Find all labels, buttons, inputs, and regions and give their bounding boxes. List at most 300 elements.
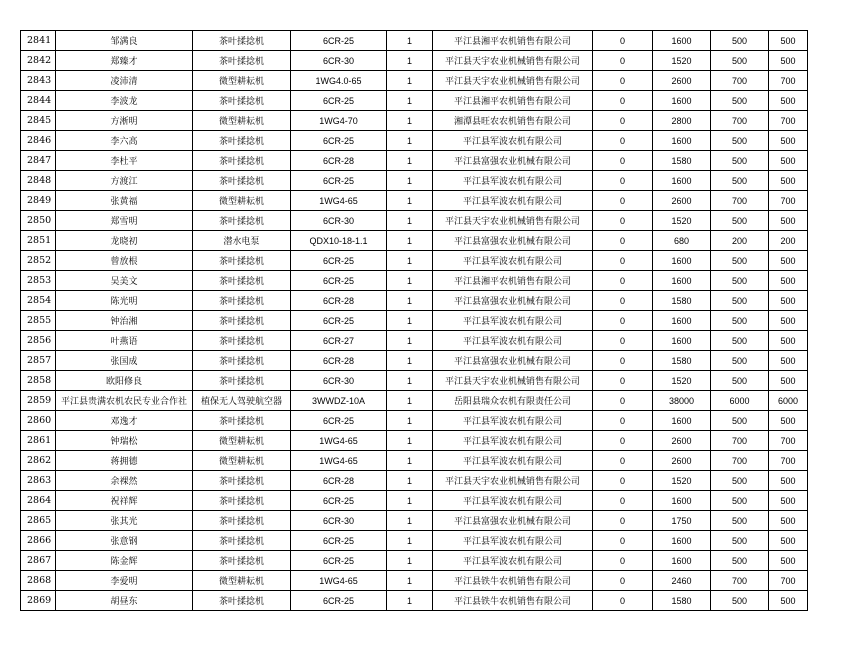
zero-cell: 0 — [593, 71, 653, 91]
price-cell: 2600 — [653, 431, 711, 451]
row-number-cell: 2865 — [21, 511, 56, 531]
quantity-cell: 1 — [387, 591, 433, 611]
subsidy-cell: 500 — [711, 171, 769, 191]
zero-cell: 0 — [593, 471, 653, 491]
zero-cell: 0 — [593, 571, 653, 591]
buyer-name-cell: 龙晓初 — [56, 231, 193, 251]
table-row — [21, 551, 808, 571]
seller-cell: 平江县天宇农业机械销售有限公司 — [433, 51, 593, 71]
price-cell: 1600 — [653, 311, 711, 331]
row-number-cell: 2841 — [21, 31, 56, 51]
seller-cell: 平江县富强农业机械有限公司 — [433, 291, 593, 311]
price-cell: 1600 — [653, 331, 711, 351]
machine-type-cell: 茶叶揉捻机 — [193, 491, 291, 511]
price-cell: 1600 — [653, 551, 711, 571]
quantity-cell: 1 — [387, 31, 433, 51]
machine-type-cell: 茶叶揉捻机 — [193, 511, 291, 531]
machine-type-cell: 茶叶揉捻机 — [193, 31, 291, 51]
zero-cell: 0 — [593, 211, 653, 231]
subsidy-total-cell: 200 — [769, 231, 808, 251]
seller-cell: 平江县天宇农业机械销售有限公司 — [433, 371, 593, 391]
buyer-name-cell: 叶燕语 — [56, 331, 193, 351]
table-row — [21, 151, 808, 171]
seller-cell: 平江县军波农机有限公司 — [433, 411, 593, 431]
row-number-cell: 2866 — [21, 531, 56, 551]
row-number-cell: 2864 — [21, 491, 56, 511]
zero-cell: 0 — [593, 191, 653, 211]
table-row — [21, 91, 808, 111]
quantity-cell: 1 — [387, 551, 433, 571]
quantity-cell: 1 — [387, 211, 433, 231]
table-row — [21, 271, 808, 291]
subsidy-cell: 700 — [711, 71, 769, 91]
model-cell: 6CR-28 — [291, 471, 387, 491]
price-cell: 1600 — [653, 271, 711, 291]
model-cell: 6CR-25 — [291, 551, 387, 571]
subsidy-cell: 500 — [711, 331, 769, 351]
row-number-cell: 2853 — [21, 271, 56, 291]
subsidy-total-cell: 500 — [769, 251, 808, 271]
row-number-cell: 2859 — [21, 391, 56, 411]
buyer-name-cell: 钟瑞松 — [56, 431, 193, 451]
table-row — [21, 31, 808, 51]
quantity-cell: 1 — [387, 451, 433, 471]
machine-type-cell: 微型耕耘机 — [193, 571, 291, 591]
buyer-name-cell: 郑臻才 — [56, 51, 193, 71]
machine-type-cell: 茶叶揉捻机 — [193, 311, 291, 331]
seller-cell: 平江县天宇农业机械销售有限公司 — [433, 211, 593, 231]
seller-cell: 平江县军波农机有限公司 — [433, 251, 593, 271]
buyer-name-cell: 余裸然 — [56, 471, 193, 491]
quantity-cell: 1 — [387, 171, 433, 191]
machine-type-cell: 茶叶揉捻机 — [193, 371, 291, 391]
row-number-cell: 2852 — [21, 251, 56, 271]
price-cell: 2600 — [653, 451, 711, 471]
subsidy-total-cell: 500 — [769, 271, 808, 291]
row-number-cell: 2858 — [21, 371, 56, 391]
subsidy-cell: 700 — [711, 111, 769, 131]
model-cell: 6CR-25 — [291, 531, 387, 551]
zero-cell: 0 — [593, 591, 653, 611]
price-cell: 2600 — [653, 71, 711, 91]
subsidy-total-cell: 500 — [769, 371, 808, 391]
table-row — [21, 171, 808, 191]
buyer-name-cell: 胡昼东 — [56, 591, 193, 611]
subsidy-cell: 500 — [711, 51, 769, 71]
machine-type-cell: 茶叶揉捻机 — [193, 411, 291, 431]
model-cell: 6CR-25 — [291, 591, 387, 611]
subsidy-total-cell: 500 — [769, 31, 808, 51]
price-cell: 1580 — [653, 291, 711, 311]
price-cell: 1600 — [653, 91, 711, 111]
table-row — [21, 391, 808, 411]
zero-cell: 0 — [593, 111, 653, 131]
zero-cell: 0 — [593, 231, 653, 251]
subsidy-cell: 500 — [711, 371, 769, 391]
table-row — [21, 371, 808, 391]
subsidy-total-cell: 500 — [769, 91, 808, 111]
table-row — [21, 491, 808, 511]
subsidy-cell: 500 — [711, 411, 769, 431]
buyer-name-cell: 李爱明 — [56, 571, 193, 591]
model-cell: 6CR-28 — [291, 351, 387, 371]
subsidy-total-cell: 500 — [769, 151, 808, 171]
machine-type-cell: 植保无人驾驶航空器 — [193, 391, 291, 411]
price-cell: 1580 — [653, 591, 711, 611]
zero-cell: 0 — [593, 171, 653, 191]
subsidy-cell: 700 — [711, 451, 769, 471]
quantity-cell: 1 — [387, 271, 433, 291]
row-number-cell: 2846 — [21, 131, 56, 151]
price-cell: 2800 — [653, 111, 711, 131]
quantity-cell: 1 — [387, 491, 433, 511]
zero-cell: 0 — [593, 391, 653, 411]
model-cell: 6CR-28 — [291, 291, 387, 311]
buyer-name-cell: 张国成 — [56, 351, 193, 371]
row-number-cell: 2842 — [21, 51, 56, 71]
zero-cell: 0 — [593, 491, 653, 511]
machine-type-cell: 微型耕耘机 — [193, 431, 291, 451]
price-cell: 1520 — [653, 51, 711, 71]
seller-cell: 平江县富强农业机械有限公司 — [433, 351, 593, 371]
price-cell: 1580 — [653, 351, 711, 371]
table-row — [21, 291, 808, 311]
seller-cell: 平江县湘平农机销售有限公司 — [433, 31, 593, 51]
buyer-name-cell: 方淅明 — [56, 111, 193, 131]
subsidy-cell: 500 — [711, 491, 769, 511]
buyer-name-cell: 张其光 — [56, 511, 193, 531]
model-cell: QDX10-18-1.1 — [291, 231, 387, 251]
subsidy-total-cell: 500 — [769, 531, 808, 551]
model-cell: 6CR-28 — [291, 151, 387, 171]
subsidy-cell: 200 — [711, 231, 769, 251]
price-cell: 1520 — [653, 211, 711, 231]
price-cell: 1520 — [653, 371, 711, 391]
subsidy-total-cell: 500 — [769, 331, 808, 351]
machine-type-cell: 潜水电泵 — [193, 231, 291, 251]
zero-cell: 0 — [593, 511, 653, 531]
buyer-name-cell: 李波龙 — [56, 91, 193, 111]
buyer-name-cell: 曾放根 — [56, 251, 193, 271]
row-number-cell: 2867 — [21, 551, 56, 571]
seller-cell: 平江县富强农业机械有限公司 — [433, 231, 593, 251]
seller-cell: 平江县军波农机有限公司 — [433, 451, 593, 471]
machine-type-cell: 茶叶揉捻机 — [193, 91, 291, 111]
table-row — [21, 71, 808, 91]
price-cell: 1750 — [653, 511, 711, 531]
machine-type-cell: 茶叶揉捻机 — [193, 271, 291, 291]
quantity-cell: 1 — [387, 371, 433, 391]
machine-type-cell: 茶叶揉捻机 — [193, 151, 291, 171]
subsidy-cell: 700 — [711, 571, 769, 591]
subsidy-table — [20, 30, 808, 611]
machine-type-cell: 茶叶揉捻机 — [193, 331, 291, 351]
machine-type-cell: 茶叶揉捻机 — [193, 171, 291, 191]
row-number-cell: 2863 — [21, 471, 56, 491]
zero-cell: 0 — [593, 411, 653, 431]
model-cell: 6CR-25 — [291, 31, 387, 51]
table-row — [21, 511, 808, 531]
subsidy-total-cell: 500 — [769, 471, 808, 491]
buyer-name-cell: 邹满良 — [56, 31, 193, 51]
subsidy-cell: 500 — [711, 311, 769, 331]
subsidy-total-cell: 700 — [769, 571, 808, 591]
buyer-name-cell: 李杜平 — [56, 151, 193, 171]
model-cell: 6CR-30 — [291, 51, 387, 71]
machine-type-cell: 茶叶揉捻机 — [193, 551, 291, 571]
subsidy-cell: 500 — [711, 91, 769, 111]
buyer-name-cell: 陈金辉 — [56, 551, 193, 571]
table-row — [21, 571, 808, 591]
table-row — [21, 51, 808, 71]
model-cell: 1WG4-65 — [291, 191, 387, 211]
subsidy-total-cell: 500 — [769, 171, 808, 191]
machine-type-cell: 茶叶揉捻机 — [193, 531, 291, 551]
machine-type-cell: 茶叶揉捻机 — [193, 131, 291, 151]
subsidy-total-cell: 500 — [769, 551, 808, 571]
seller-cell: 平江县铁牛农机销售有限公司 — [433, 591, 593, 611]
model-cell: 6CR-25 — [291, 91, 387, 111]
quantity-cell: 1 — [387, 311, 433, 331]
subsidy-cell: 500 — [711, 531, 769, 551]
seller-cell: 平江县天宇农业机械销售有限公司 — [433, 71, 593, 91]
price-cell: 1600 — [653, 411, 711, 431]
seller-cell: 平江县军波农机有限公司 — [433, 491, 593, 511]
seller-cell: 平江县军波农机有限公司 — [433, 191, 593, 211]
machine-type-cell: 茶叶揉捻机 — [193, 211, 291, 231]
subsidy-cell: 500 — [711, 351, 769, 371]
quantity-cell: 1 — [387, 91, 433, 111]
subsidy-cell: 500 — [711, 511, 769, 531]
row-number-cell: 2843 — [21, 71, 56, 91]
model-cell: 6CR-27 — [291, 331, 387, 351]
table-row — [21, 471, 808, 491]
quantity-cell: 1 — [387, 51, 433, 71]
seller-cell: 平江县军波农机有限公司 — [433, 431, 593, 451]
subsidy-cell: 500 — [711, 131, 769, 151]
table-row — [21, 451, 808, 471]
model-cell: 6CR-25 — [291, 491, 387, 511]
price-cell: 1520 — [653, 471, 711, 491]
price-cell: 1580 — [653, 151, 711, 171]
buyer-name-cell: 方渡江 — [56, 171, 193, 191]
subsidy-total-cell: 500 — [769, 311, 808, 331]
quantity-cell: 1 — [387, 511, 433, 531]
buyer-name-cell: 李六高 — [56, 131, 193, 151]
machine-type-cell: 茶叶揉捻机 — [193, 471, 291, 491]
quantity-cell: 1 — [387, 251, 433, 271]
row-number-cell: 2848 — [21, 171, 56, 191]
quantity-cell: 1 — [387, 151, 433, 171]
seller-cell: 平江县军波农机有限公司 — [433, 551, 593, 571]
zero-cell: 0 — [593, 251, 653, 271]
seller-cell: 平江县军波农机有限公司 — [433, 311, 593, 331]
machine-type-cell: 茶叶揉捻机 — [193, 251, 291, 271]
zero-cell: 0 — [593, 131, 653, 151]
subsidy-total-cell: 700 — [769, 111, 808, 131]
quantity-cell: 1 — [387, 351, 433, 371]
subsidy-cell: 500 — [711, 31, 769, 51]
subsidy-cell: 500 — [711, 271, 769, 291]
buyer-name-cell: 钟治湘 — [56, 311, 193, 331]
subsidy-total-cell: 700 — [769, 431, 808, 451]
quantity-cell: 1 — [387, 431, 433, 451]
machine-type-cell: 微型耕耘机 — [193, 191, 291, 211]
quantity-cell: 1 — [387, 191, 433, 211]
zero-cell: 0 — [593, 291, 653, 311]
model-cell: 1WG4-65 — [291, 431, 387, 451]
seller-cell: 平江县军波农机有限公司 — [433, 131, 593, 151]
subsidy-total-cell: 500 — [769, 211, 808, 231]
model-cell: 6CR-25 — [291, 251, 387, 271]
seller-cell: 平江县铁牛农机销售有限公司 — [433, 571, 593, 591]
subsidy-cell: 500 — [711, 471, 769, 491]
subsidy-total-cell: 700 — [769, 191, 808, 211]
buyer-name-cell: 蒋拥德 — [56, 451, 193, 471]
zero-cell: 0 — [593, 331, 653, 351]
seller-cell: 平江县富强农业机械有限公司 — [433, 511, 593, 531]
subsidy-total-cell: 500 — [769, 51, 808, 71]
zero-cell: 0 — [593, 271, 653, 291]
quantity-cell: 1 — [387, 291, 433, 311]
subsidy-total-cell: 500 — [769, 591, 808, 611]
machine-type-cell: 微型耕耘机 — [193, 111, 291, 131]
zero-cell: 0 — [593, 31, 653, 51]
row-number-cell: 2851 — [21, 231, 56, 251]
price-cell: 2600 — [653, 191, 711, 211]
zero-cell: 0 — [593, 351, 653, 371]
row-number-cell: 2861 — [21, 431, 56, 451]
subsidy-cell: 700 — [711, 191, 769, 211]
row-number-cell: 2855 — [21, 311, 56, 331]
table-row — [21, 431, 808, 451]
row-number-cell: 2844 — [21, 91, 56, 111]
subsidy-total-cell: 500 — [769, 131, 808, 151]
model-cell: 1WG4-65 — [291, 451, 387, 471]
table-row — [21, 331, 808, 351]
seller-cell: 平江县军波农机有限公司 — [433, 331, 593, 351]
row-number-cell: 2857 — [21, 351, 56, 371]
buyer-name-cell: 平江县贵满农机农民专业合作社 — [56, 391, 193, 411]
subsidy-total-cell: 500 — [769, 511, 808, 531]
price-cell: 38000 — [653, 391, 711, 411]
row-number-cell: 2862 — [21, 451, 56, 471]
model-cell: 6CR-25 — [291, 271, 387, 291]
price-cell: 1600 — [653, 171, 711, 191]
price-cell: 1600 — [653, 31, 711, 51]
table-row — [21, 351, 808, 371]
subsidy-total-cell: 500 — [769, 351, 808, 371]
price-cell: 1600 — [653, 531, 711, 551]
zero-cell: 0 — [593, 531, 653, 551]
quantity-cell: 1 — [387, 131, 433, 151]
model-cell: 6CR-25 — [291, 311, 387, 331]
quantity-cell: 1 — [387, 71, 433, 91]
subsidy-total-cell: 500 — [769, 291, 808, 311]
machine-type-cell: 微型耕耘机 — [193, 451, 291, 471]
buyer-name-cell: 欧阳修良 — [56, 371, 193, 391]
model-cell: 6CR-30 — [291, 371, 387, 391]
buyer-name-cell: 张黄福 — [56, 191, 193, 211]
subsidy-cell: 500 — [711, 211, 769, 231]
model-cell: 1WG4-70 — [291, 111, 387, 131]
price-cell: 2460 — [653, 571, 711, 591]
row-number-cell: 2856 — [21, 331, 56, 351]
subsidy-cell: 500 — [711, 551, 769, 571]
zero-cell: 0 — [593, 51, 653, 71]
seller-cell: 湘潭县旺农农机销售有限公司 — [433, 111, 593, 131]
table-row — [21, 311, 808, 331]
row-number-cell: 2854 — [21, 291, 56, 311]
price-cell: 1600 — [653, 131, 711, 151]
row-number-cell: 2845 — [21, 111, 56, 131]
buyer-name-cell: 祝祥辉 — [56, 491, 193, 511]
model-cell: 6CR-25 — [291, 411, 387, 431]
table-row — [21, 251, 808, 271]
subsidy-cell: 700 — [711, 431, 769, 451]
price-cell: 680 — [653, 231, 711, 251]
subsidy-total-cell: 700 — [769, 451, 808, 471]
machine-type-cell: 微型耕耘机 — [193, 71, 291, 91]
buyer-name-cell: 郑雪明 — [56, 211, 193, 231]
quantity-cell: 1 — [387, 111, 433, 131]
row-number-cell: 2868 — [21, 571, 56, 591]
seller-cell: 平江县军波农机有限公司 — [433, 171, 593, 191]
table-row — [21, 191, 808, 211]
quantity-cell: 1 — [387, 411, 433, 431]
subsidy-cell: 6000 — [711, 391, 769, 411]
quantity-cell: 1 — [387, 471, 433, 491]
price-cell: 1600 — [653, 251, 711, 271]
row-number-cell: 2850 — [21, 211, 56, 231]
table-row — [21, 531, 808, 551]
machine-type-cell: 茶叶揉捻机 — [193, 591, 291, 611]
model-cell: 6CR-30 — [291, 211, 387, 231]
zero-cell: 0 — [593, 91, 653, 111]
subsidy-total-cell: 500 — [769, 411, 808, 431]
table-row — [21, 131, 808, 151]
row-number-cell: 2847 — [21, 151, 56, 171]
subsidy-total-cell: 500 — [769, 491, 808, 511]
quantity-cell: 1 — [387, 531, 433, 551]
model-cell: 6CR-30 — [291, 511, 387, 531]
subsidy-total-cell: 700 — [769, 71, 808, 91]
model-cell: 3WWDZ-10A — [291, 391, 387, 411]
zero-cell: 0 — [593, 551, 653, 571]
table-body — [21, 31, 808, 611]
zero-cell: 0 — [593, 451, 653, 471]
row-number-cell: 2869 — [21, 591, 56, 611]
row-number-cell: 2860 — [21, 411, 56, 431]
subsidy-cell: 500 — [711, 291, 769, 311]
table-row — [21, 111, 808, 131]
zero-cell: 0 — [593, 371, 653, 391]
seller-cell: 平江县湘平农机销售有限公司 — [433, 271, 593, 291]
subsidy-total-cell: 6000 — [769, 391, 808, 411]
seller-cell: 平江县湘平农机销售有限公司 — [433, 91, 593, 111]
table-row — [21, 211, 808, 231]
seller-cell: 平江县富强农业机械有限公司 — [433, 151, 593, 171]
seller-cell: 平江县军波农机有限公司 — [433, 531, 593, 551]
zero-cell: 0 — [593, 151, 653, 171]
table-row — [21, 231, 808, 251]
machine-type-cell: 茶叶揉捻机 — [193, 291, 291, 311]
quantity-cell: 1 — [387, 391, 433, 411]
machine-type-cell: 茶叶揉捻机 — [193, 51, 291, 71]
zero-cell: 0 — [593, 311, 653, 331]
seller-cell: 平江县天宇农业机械销售有限公司 — [433, 471, 593, 491]
model-cell: 1WG4-65 — [291, 571, 387, 591]
